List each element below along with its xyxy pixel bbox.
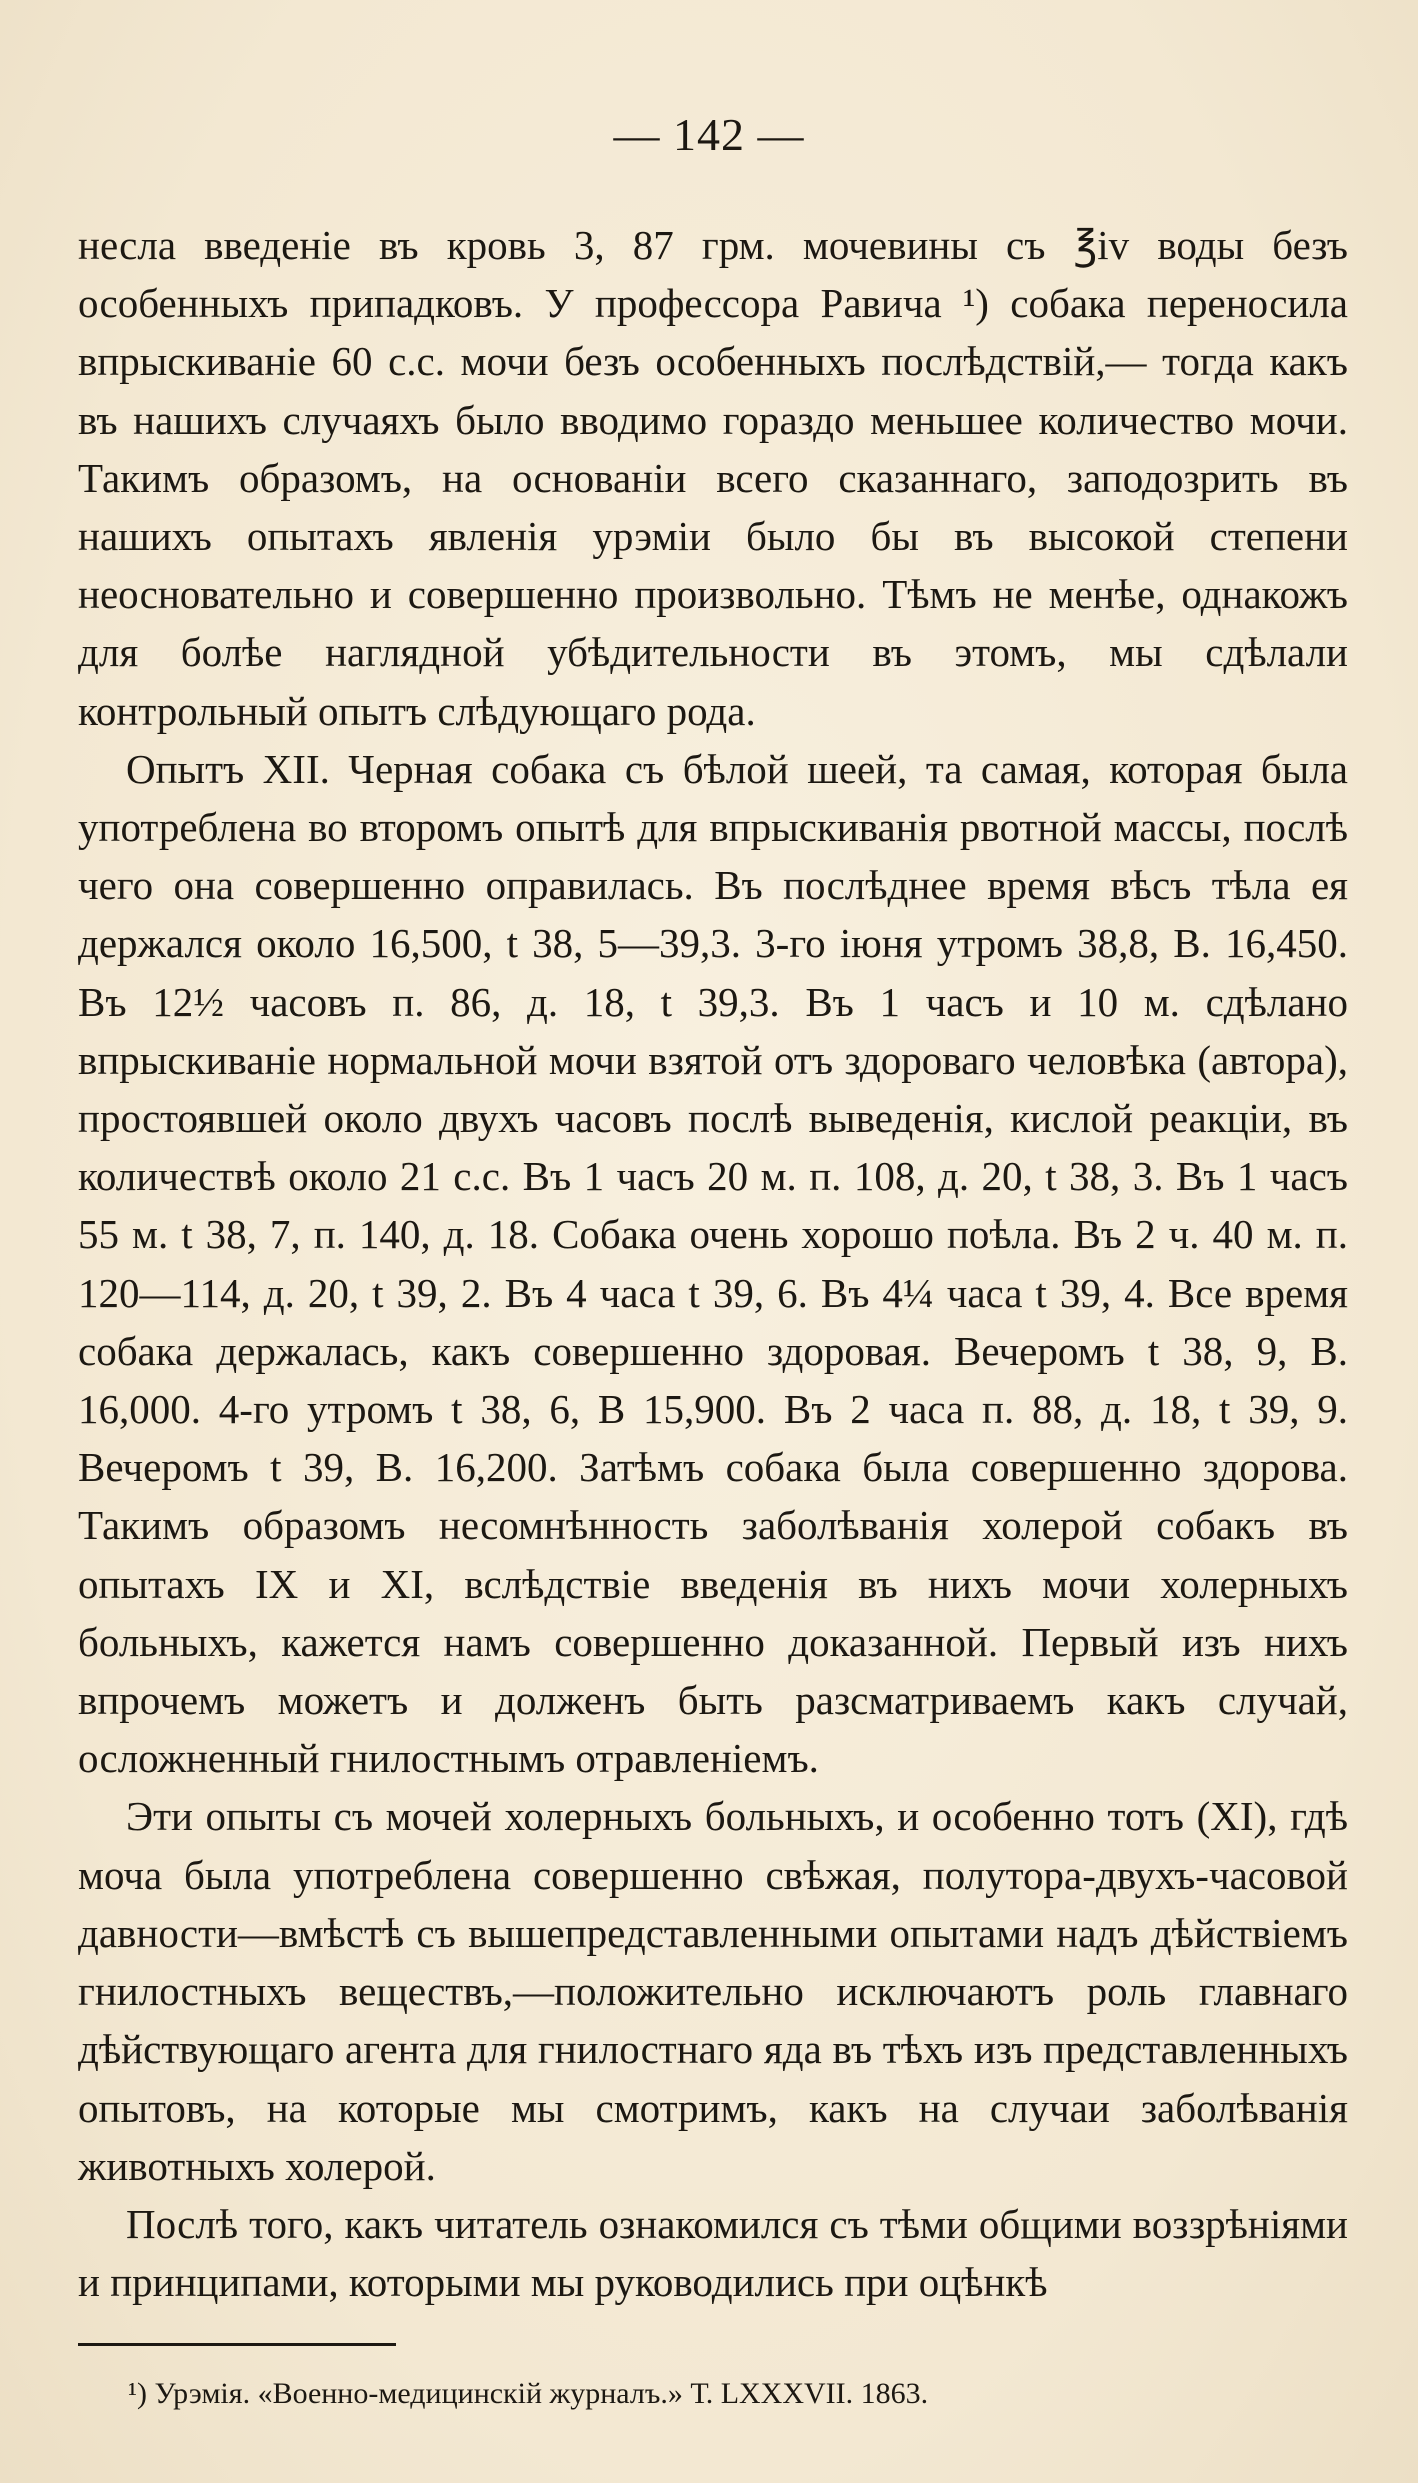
paragraph-1: несла введеніе въ кровь 3, 87 грм. мочевины съ ℥iv воды безъ особенныхъ припадковъ. У профессора Равича ¹) собака переносила впрыскиваніе 60 с.с. мочи безъ особенныхъ послѣдствій,— тогда какъ въ нашихъ случаяхъ было вводимо гораздо меньшее количество мочи. Такимъ образомъ, на основаніи всего сказаннаго, заподозрить въ нашихъ опытахъ явленія урэміи было бы въ высокой степени неосновательно и совершенно произвольно. Тѣмъ не менѣе, однакожъ для болѣе наглядной убѣдительности въ этомъ, мы сдѣлали контрольный опытъ слѣдующаго рода. xyxy=(78,222,1348,734)
page-number: — 142 — xyxy=(613,109,805,160)
paragraph-3: Эти опыты съ мочей холерныхъ больныхъ, и особенно тотъ (XI), гдѣ моча была употреблена совершенно свѣжая, полутора-двухъ-часовой давности—вмѣстѣ съ вышепредставленными опытами надъ дѣйствіемъ гнилостныхъ веществъ,—положительно исключаютъ роль главнаго дѣйствующаго агента для гнилостнаго яда въ тѣхъ изъ представленныхъ опытовъ, на которые мы смотримъ, какъ на случаи заболѣванія животныхъ холерой. xyxy=(78,1793,1348,2189)
paragraph-4: Послѣ того, какъ читатель ознакомился съ тѣми общими воззрѣніями и принципами, которыми мы руководились при оцѣнкѣ xyxy=(78,2200,1348,2306)
paragraph-2: Опытъ XII. Черная собака съ бѣлой шеей, та самая, которая была употреблена во второмъ опытѣ для впрыскиванія рвотной массы, послѣ чего она совершенно оправилась. Въ послѣднее время вѣсъ тѣла ея держался около 16,500, t 38, 5—39,3. 3-го іюня утромъ 38,8, В. 16,450. Въ 12½ часовъ п. 86, д. 18, t 39,3. Въ 1 часъ и 10 м. сдѣлано впрыскиваніе нормальной мочи взятой отъ здороваго человѣка (автора), простоявшей около двухъ часовъ послѣ выведенія, кислой реакціи, въ количествѣ около 21 с.с. Въ 1 часъ 20 м. п. 108, д. 20, t 38, 3. Въ 1 часъ 55 м. t 38, 7, п. 140, д. 18. Собака очень хорошо поѣла. Въ 2 ч. 40 м. п. 120—114, д. 20, t 39, 2. Въ 4 часа t 39, 6. Въ 4¼ часа t 39, 4. Все время собака держалась, какъ совершенно здоровая. Вечеромъ t 38, 9, В. 16,000. 4-го утромъ t 38, 6, В 15,900. Въ 2 часа п. 88, д. 18, t 39, 9. Вечеромъ t 39, В. 16,200. Затѣмъ собака была совершенно здорова. Такимъ образомъ несомнѣнность заболѣванія холерой собакъ въ опытахъ IX и XI, вслѣдствіе введенія въ нихъ мочи холерныхъ больныхъ, кажется намъ совершенно доказанной. Первый изъ нихъ впрочемъ можетъ и долженъ быть разсматриваемъ какъ случай, осложненный гнилостнымъ отравленіемъ. xyxy=(78,745,1348,1782)
footnote-divider xyxy=(78,2343,396,2346)
main-text xyxy=(78,216,1348,2311)
footnote: ¹) Урэмія. «Военно-медицинскій журналъ.» Т. LXXXVII. 1863. xyxy=(128,2377,929,2410)
